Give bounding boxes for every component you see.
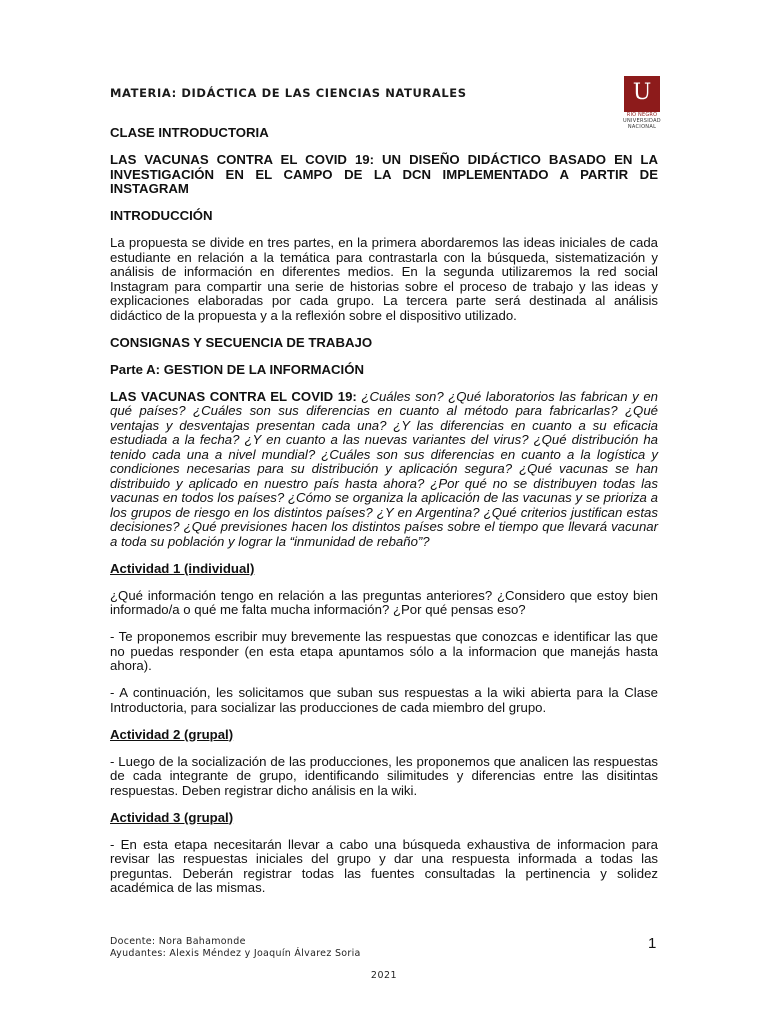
page-footer <box>110 936 658 959</box>
activity-1-paragraph-3: - A continuación, les solicitamos que suban sus respuestas a la wiki abierta para la Clase Introductoria, para socializar las producciones de cada miembro del grupo. <box>110 685 658 715</box>
logo-line-3: NACIONAL <box>627 124 657 130</box>
intro-paragraph: La propuesta se divide en tres partes, en la primera abordaremos las ideas iniciales de cada estudiante en relación a la temática para contrastarla con la búsqueda, sistematización y análisis de información en diferentes medios. En la segunda utilizaremos la red social Instagram para compartir una serie de historias sobre el proceso de trabajo y las ideas y explicaciones elaboradas por cada grupo. La tercera parte será destinada al análisis didáctico de la propuesta y a la reflexión sobre el dispositivo utilizado. <box>110 235 658 323</box>
activity-1-heading: Actividad 1 (individual) <box>110 560 255 576</box>
consignas-heading: CONSIGNAS Y SECUENCIA DE TRABAJO <box>110 334 373 350</box>
activity-2-heading: Actividad 2 (grupal) <box>110 726 234 742</box>
vacunas-paragraph <box>110 390 658 550</box>
intro-heading: INTRODUCCIÓN <box>110 208 213 223</box>
subject-header: MATERIA: DIDÁCTICA DE LAS CIENCIAS NATURALES <box>110 86 467 100</box>
university-logo <box>622 76 662 132</box>
activity-3-heading: Actividad 3 (grupal) <box>110 809 234 825</box>
activity-3-paragraph-1: - En esta etapa necesitarán llevar a cabo una búsqueda exhaustiva de informacion para revisar las respuestas iniciales del grupo y dar una respuesta informada a todas las preguntas. Deberán registrar todas las fuentes consultadas la pertinencia y solidez académica de las mismas. <box>110 836 658 895</box>
document-body <box>110 126 658 908</box>
logo-mark: U <box>624 76 660 112</box>
footer-docente: Docente: Nora Bahamonde <box>110 936 246 947</box>
vacunas-questions: ¿Cuáles son? ¿Qué laboratorios las fabrican y en qué países? ¿Cuáles son sus diferencias en cuanto al método para fabricarlas? ¿Qué ventajas y desventajas presentan cada una? ¿Y las diferencias en cuanto a su eficacia estudiada a la fecha? ¿Y en cuanto a las nuevas variantes del virus? ¿Qué distribución ha tenido cada una a nivel mundial? ¿Cuáles son sus diferencias en cuanto a la logística y condiciones necesarias para su distribución y aplicación segura? ¿Qué vacunas se han distribuido y aplicado en nuestro país hasta ahora? ¿Por qué no se distribuyen todas las vacunas en todos los países? ¿Cómo se organiza la aplicación de las vacunas y se prioriza a los grupos de riesgo en los distintos países? ¿Y en Argentina? ¿Qué criterios justifican estas decisiones? ¿Qué previsiones hacen los distintos países sobre el tiempo que llevará vacunar a toda su población y lograr la “inmunidad de rebaño”? <box>110 388 658 549</box>
logo-line-2: UNIVERSIDAD <box>623 118 661 124</box>
parte-a-heading: Parte A: GESTION DE LA INFORMACIÓN <box>110 361 364 377</box>
activity-1-paragraph-1: ¿Qué información tengo en relación a las preguntas anteriores? ¿Considero que estoy bien informado/a o qué me falta mucha información? ¿Por qué pensas eso? <box>110 587 658 617</box>
footer-ayudantes: Ayudantes: Alexis Méndez y Joaquín Álvarez Soria <box>110 947 361 959</box>
class-title: CLASE INTRODUCTORIA <box>110 125 269 140</box>
page-number: 1 <box>648 935 657 952</box>
logo-line-1: RÍO NEGRO <box>626 112 658 118</box>
footer-year: 2021 <box>370 970 398 981</box>
vacunas-label: LAS VACUNAS CONTRA EL COVID 19: <box>110 388 357 404</box>
main-title: LAS VACUNAS CONTRA EL COVID 19: UN DISEÑO DIDÁCTICO BASADO EN LA INVESTIGACIÓN EN EL CAMPO DE LA DCN IMPLEMENTADO A PARTIR DE INSTAGRAM <box>110 152 658 196</box>
activity-2-paragraph-1: - Luego de la socialización de las producciones, les proponemos que analicen las respuestas de cada integrante de grupo, identificando silimitudes y diferencias entre las disitintas respuestas. Deben registrar dicho análisis en la wiki. <box>110 753 658 798</box>
activity-1-paragraph-2: - Te proponemos escribir muy brevemente las respuestas que conozcas e identificar las que no puedas responder (en esta etapa apuntamos sólo a la informacion que manejás hasta ahora). <box>110 629 658 673</box>
